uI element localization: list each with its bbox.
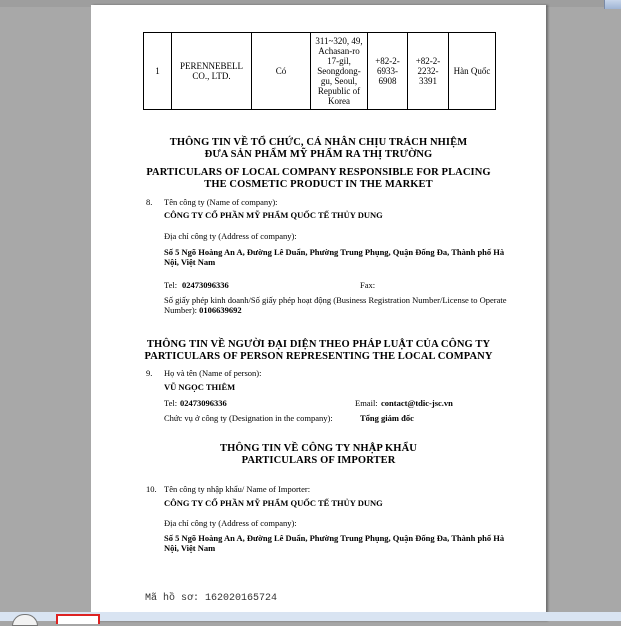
- item-number-10: 10.: [146, 484, 157, 494]
- scrollbar-corner[interactable]: [604, 0, 621, 9]
- heading-local-en-2: THE COSMETIC PRODUCT IN THE MARKET: [204, 179, 433, 190]
- item-number-8: 8.: [146, 197, 153, 207]
- tel-label: Tel:: [164, 280, 178, 290]
- fax-label: Fax:: [360, 280, 376, 290]
- designation-label: Chức vụ ở công ty (Designation in the company):: [164, 413, 333, 423]
- document-page: [91, 5, 546, 621]
- designation-value: Tổng giám đốc: [360, 413, 414, 423]
- heading-local-vi-2: ĐƯA SẢN PHẨM MỸ PHẨM RA THỊ TRƯỜNG: [204, 149, 433, 160]
- importer-address-label: Địa chỉ công ty (Address of company):: [164, 518, 297, 528]
- heading-person-en: PARTICULARS OF PERSON REPRESENTING THE LOCAL COMPANY: [144, 351, 493, 362]
- cell-country: Hàn Quốc: [449, 33, 496, 110]
- heading-person-vi: THÔNG TIN VỀ NGƯỜI ĐẠI DIỆN THEO PHÁP LUẬT CỦA CÔNG TY: [146, 339, 491, 350]
- heading-local-en-1: PARTICULARS OF LOCAL COMPANY RESPONSIBLE FOR PLACING: [146, 167, 491, 178]
- importer-address-value: Số 5 Ngõ Hoàng An A, Đường Lê Duẩn, Phường Trung Phụng, Quận Đống Đa, Thành phố Hà Nội, Việt Nam: [164, 533, 505, 553]
- taskbar-app-button[interactable]: [56, 614, 100, 624]
- importer-name-value: CÔNG TY CỔ PHẦN MỸ PHẨM QUỐC TẾ THỦY DUNG: [164, 498, 383, 508]
- tel-value: 02473096336: [182, 280, 229, 290]
- importer-name-label: Tên công ty nhập khẩu/ Name of Importer:: [164, 484, 311, 494]
- item-number-9: 9.: [146, 368, 153, 378]
- cell-address: 311~320, 49, Achasan-ro 17-gil, Seongdong-gu, Seoul, Republic of Korea: [311, 33, 368, 110]
- cell-tel: +82-2-6933-6908: [368, 33, 408, 110]
- cell-company: PERENNEBELL CO., LTD.: [172, 33, 252, 110]
- cell-fax: +82-2-2232-3391: [408, 33, 449, 110]
- person-email-value: contact@tdic-jsc.vn: [381, 398, 453, 408]
- person-name-value: VŨ NGỌC THIÊM: [164, 382, 236, 392]
- company-address-label: Địa chỉ công ty (Address of company):: [164, 231, 297, 241]
- person-tel-value: 02473096336: [180, 398, 227, 408]
- cell-no: 1: [144, 33, 172, 110]
- table-row: [144, 33, 496, 110]
- license-value: 0106639692: [199, 305, 242, 315]
- company-name-label: Tên công ty (Name of company):: [164, 197, 278, 207]
- heading-importer-vi: THÔNG TIN VỀ CÔNG TY NHẬP KHẨU: [220, 443, 417, 454]
- person-tel-label: Tel:: [164, 398, 178, 408]
- company-name-value: CÔNG TY CỔ PHẦN MỸ PHẨM QUỐC TẾ THỦY DUNG: [164, 210, 383, 220]
- company-address-value: Số 5 Ngõ Hoàng An A, Đường Lê Duẩn, Phường Trung Phụng, Quận Đống Đa, Thành phố Hà Nội, Việt Nam: [164, 247, 505, 267]
- license-label: [164, 295, 512, 315]
- manufacturer-table: [143, 32, 496, 110]
- cell-has: Có: [252, 33, 311, 110]
- dossier-number: Mã hồ sơ: 162020165724: [145, 593, 278, 604]
- person-email-label: Email:: [355, 398, 378, 408]
- heading-local-vi-1: THÔNG TIN VỀ TỔ CHỨC, CÁ NHÂN CHỊU TRÁCH NHIỆM: [169, 137, 468, 148]
- heading-importer-en: PARTICULARS OF IMPORTER: [241, 455, 396, 466]
- license-label-text: Số giấy phép kinh doanh/Số giấy phép hoạt động (Business Registration Number/License to Operate Number):: [164, 295, 507, 315]
- person-name-label: Họ và tên (Name of person):: [164, 368, 262, 378]
